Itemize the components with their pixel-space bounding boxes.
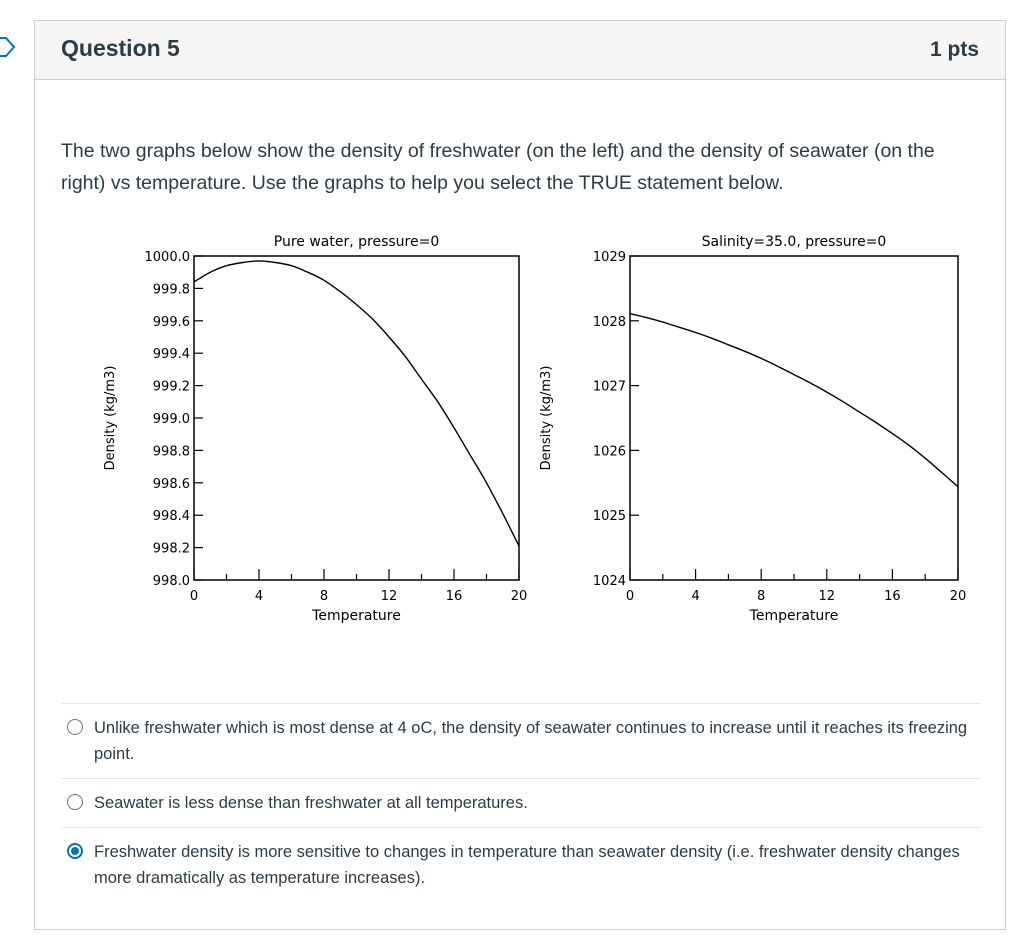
x-tick-label: 8 (319, 589, 329, 604)
y-tick-label: 999.8 (152, 282, 190, 298)
plot-frame (630, 256, 958, 580)
y-tick-label: 999.2 (152, 379, 190, 395)
y-tick-label: 1000.0 (144, 250, 190, 265)
radio-button[interactable] (67, 843, 83, 859)
density-curve (630, 314, 958, 487)
y-axis-label: Density (kg/m3) (539, 365, 554, 471)
y-tick-label: 1029 (592, 250, 626, 265)
y-tick-label: 998.4 (152, 509, 190, 525)
answer-option-1[interactable] (61, 703, 981, 778)
chart-panel-1 (103, 234, 527, 624)
question-prompt: The two graphs below show the density of freshwater (on the left) and the density of seawater (on the right) vs temperature. Use the graphs to help you select the TRUE statement below. (61, 140, 935, 194)
y-tick-label: 1024 (592, 574, 626, 589)
y-tick-label: 998.8 (152, 444, 190, 460)
answer-list (61, 703, 981, 902)
x-tick-label: 20 (510, 589, 528, 604)
x-tick-label: 4 (254, 589, 264, 604)
density-curve (194, 261, 519, 546)
x-tick-label: 4 (691, 589, 700, 604)
radio-button[interactable] (67, 719, 83, 735)
x-tick-label: 12 (818, 589, 836, 604)
x-tick-label: 12 (380, 589, 398, 604)
density-figure (60, 225, 967, 650)
y-axis-label: Density (kg/m3) (103, 365, 118, 471)
x-tick-label: 16 (884, 589, 901, 604)
y-tick-label: 999.6 (152, 314, 190, 330)
x-tick-label: 0 (189, 589, 199, 604)
y-tick-label: 1028 (592, 314, 626, 330)
x-tick-label: 0 (625, 589, 635, 604)
x-axis-label: Temperature (749, 608, 839, 624)
chart-title: Salinity=35.0, pressure=0 (701, 234, 887, 250)
y-tick-label: 1025 (592, 509, 626, 525)
answer-option-2[interactable] (61, 778, 981, 827)
answer-label: Unlike freshwater which is most dense at 4 oC, the density of seawater continues to increase until it reaches its freezing point. (94, 719, 968, 763)
answer-label: Freshwater density is more sensitive to changes in temperature than seawater density (i.e. freshwater density changes more dramatically as temperature increases). (94, 843, 960, 887)
chart-panel-2 (539, 234, 966, 624)
chart-title: Pure water, pressure=0 (273, 234, 440, 250)
answer-option-3[interactable] (61, 827, 981, 902)
y-tick-label: 999.0 (152, 412, 190, 427)
x-tick-label: 16 (445, 589, 463, 604)
y-tick-label: 1027 (592, 379, 626, 395)
question-title: Question 5 (61, 35, 180, 61)
answer-label: Seawater is less dense than freshwater at all temperatures. (94, 794, 528, 812)
y-tick-label: 998.6 (152, 476, 190, 492)
question-header (35, 21, 1005, 80)
y-tick-label: 998.2 (152, 541, 190, 557)
x-axis-label: Temperature (312, 608, 401, 624)
density-charts (60, 225, 967, 645)
radio-button[interactable] (67, 794, 83, 810)
y-tick-label: 999.4 (152, 347, 190, 363)
y-tick-label: 1026 (592, 444, 626, 460)
x-tick-label: 8 (757, 589, 766, 604)
y-tick-label: 998.0 (152, 574, 190, 589)
question-points: 1 pts (929, 38, 979, 61)
x-tick-label: 20 (949, 589, 967, 604)
question-flag-icon[interactable] (0, 36, 18, 58)
